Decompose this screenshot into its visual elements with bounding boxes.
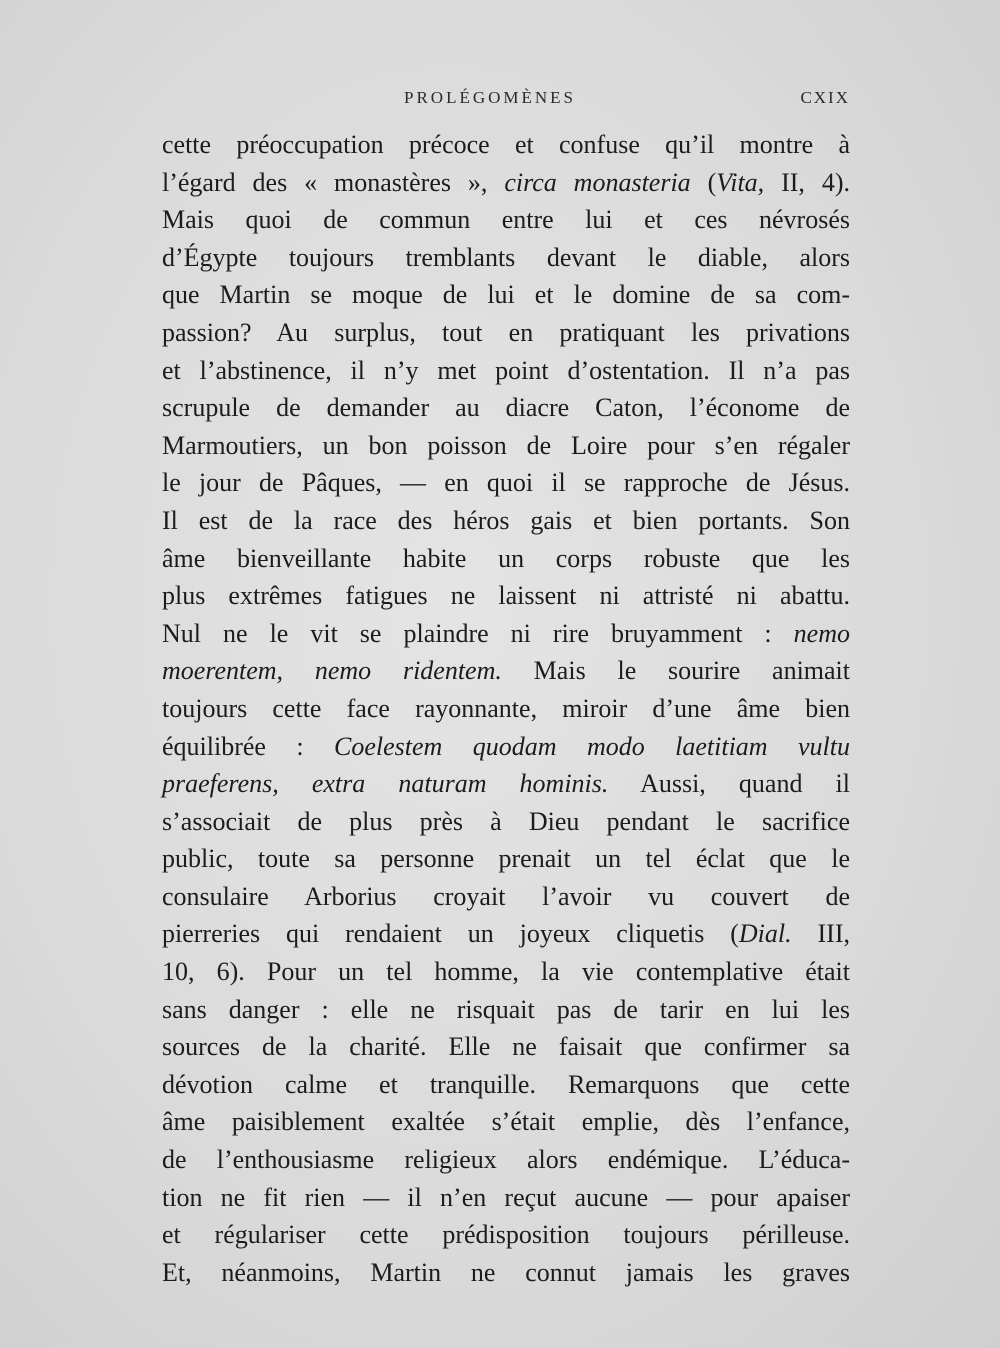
text-segment: que Martin se moque de lui et le domine de sa com-	[162, 280, 850, 310]
text-segment: dévotion calme et tranquille. Remarquons que cette	[162, 1069, 850, 1099]
text-segment: Marmoutiers, un bon poisson de Loire pour s’en régaler	[162, 430, 850, 460]
italic-text: moerentem, nemo ridentem.	[162, 656, 502, 686]
text-line	[162, 652, 850, 690]
italic-text: Dial.	[738, 919, 792, 949]
text-line	[162, 314, 850, 352]
text-segment: II, 4).	[764, 167, 850, 197]
text-line	[162, 953, 850, 991]
text-line	[162, 201, 850, 239]
text-segment: âme paisiblement exaltée s’était emplie, dès l’enfance,	[162, 1107, 850, 1137]
text-segment: âme bienveillante habite un corps robuste que les	[162, 543, 850, 573]
text-line	[162, 915, 850, 953]
text-segment: sans danger : elle ne risquait pas de tarir en lui les	[162, 994, 850, 1024]
text-line	[162, 1028, 850, 1066]
text-line	[162, 1141, 850, 1179]
text-segment: Nul ne le vit se plaindre ni rire bruyamment :	[162, 618, 794, 648]
italic-text: Coelestem quodam modo laetitiam vultu	[334, 731, 850, 761]
page-number: CXIX	[800, 88, 850, 107]
text-segment: Il est de la race des héros gais et bien portants. Son	[162, 505, 850, 535]
text-line	[162, 1216, 850, 1254]
text-line	[162, 840, 850, 878]
text-line	[162, 352, 850, 390]
text-line	[162, 991, 850, 1029]
text-segment: cette préoccupation précoce et confuse qu’il montre à	[162, 130, 850, 159]
text-segment: (	[690, 167, 717, 197]
text-segment: toujours cette face rayonnante, miroir d’une âme bien	[162, 693, 850, 723]
running-title: PROLÉGOMÈNES	[404, 88, 577, 107]
text-line	[162, 1254, 850, 1292]
text-segment: et régulariser cette prédisposition toujours périlleuse.	[162, 1220, 850, 1250]
text-segment: équilibrée :	[162, 731, 335, 761]
text-line	[162, 427, 850, 465]
text-segment: d’Égypte toujours tremblants devant le diable, alors	[162, 242, 850, 272]
text-segment: III,	[791, 919, 850, 949]
text-segment: passion? Au surplus, tout en pratiquant les privations	[162, 317, 850, 347]
text-line	[162, 615, 850, 653]
text-line	[162, 540, 850, 578]
text-line	[162, 803, 850, 841]
text-segment: 10, 6). Pour un tel homme, la vie contemplative était	[162, 957, 850, 987]
text-line	[162, 577, 850, 615]
text-line	[162, 878, 850, 916]
text-line	[162, 690, 850, 728]
text-segment: l’égard des « monastères »,	[162, 167, 505, 197]
text-line	[162, 464, 850, 502]
text-segment: tion ne fit rien — il n’en reçut aucune — pour apaiser	[162, 1182, 850, 1212]
text-line	[162, 728, 850, 766]
text-segment: le jour de Pâques, — en quoi il se rapproche de Jésus.	[162, 468, 850, 498]
text-line	[162, 765, 850, 803]
italic-text: Vita,	[716, 167, 765, 197]
text-line	[162, 1103, 850, 1141]
italic-text: nemo	[793, 618, 850, 648]
text-segment: s’associait de plus près à Dieu pendant le sacrifice	[162, 806, 850, 836]
text-segment: sources de la charité. Elle ne faisait que confirmer sa	[162, 1032, 850, 1062]
text-segment: scrupule de demander au diacre Caton, l’économe de	[162, 393, 850, 423]
body-text	[162, 126, 850, 1291]
text-segment: pierreries qui rendaient un joyeux cliquetis (	[162, 919, 739, 949]
text-line	[162, 126, 850, 164]
text-line	[162, 1066, 850, 1104]
italic-text: praeferens, extra naturam hominis.	[162, 769, 609, 799]
text-line	[162, 389, 850, 427]
text-segment: Mais quoi de commun entre lui et ces névrosés	[162, 205, 850, 235]
italic-text: circa monasteria	[504, 167, 691, 197]
text-line	[162, 164, 850, 202]
text-segment: Mais le sourire animait	[501, 656, 851, 686]
text-segment: et l’abstinence, il n’y met point d’ostentation. Il n’a pas	[162, 355, 850, 385]
text-line	[162, 1179, 850, 1217]
running-head	[162, 88, 850, 112]
text-segment: public, toute sa personne prenait un tel éclat que le	[162, 844, 850, 874]
text-segment: Et, néanmoins, Martin ne connut jamais les graves	[162, 1257, 850, 1287]
text-segment: consulaire Arborius croyait l’avoir vu couvert de	[162, 881, 850, 911]
text-segment: plus extrêmes fatigues ne laissent ni attristé ni abattu.	[162, 581, 850, 611]
text-line	[162, 239, 850, 277]
text-line	[162, 502, 850, 540]
text-line	[162, 276, 850, 314]
text-segment: Aussi, quand il	[608, 769, 850, 799]
text-segment: de l’enthousiasme religieux alors endémique. L’éduca-	[162, 1145, 850, 1175]
